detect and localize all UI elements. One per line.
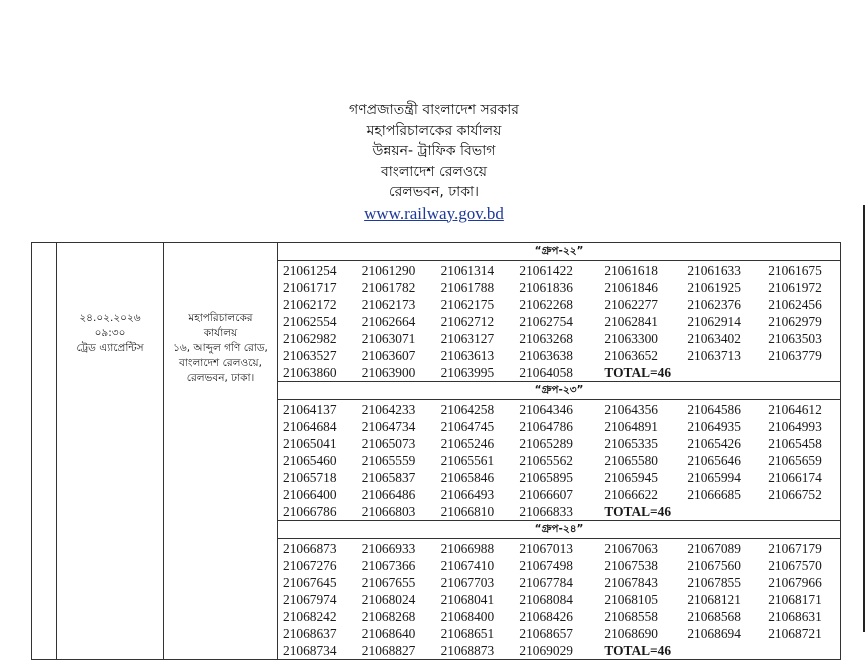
roll-row <box>278 330 840 347</box>
roll-number: 21062277 <box>604 297 658 312</box>
roll-number <box>763 503 840 520</box>
venue-line: মহাপরিচালকের <box>188 312 253 324</box>
roll-number: 21067410 <box>440 558 495 573</box>
roll-row <box>278 608 840 625</box>
roll-row <box>278 574 840 591</box>
roll-number: 21063995 <box>440 365 495 380</box>
group-total: TOTAL=46 <box>604 365 672 380</box>
roll-number: 21065562 <box>519 453 573 468</box>
roll-number <box>763 364 840 381</box>
roll-numbers-cell <box>278 243 841 660</box>
group-title: “গ্রুপ-২২” <box>278 243 840 261</box>
roll-number: 21063503 <box>768 331 822 346</box>
roll-number <box>682 364 763 381</box>
roll-number: 21066400 <box>283 487 337 502</box>
roll-number: 21068657 <box>519 626 573 641</box>
roll-number-grid <box>278 401 840 520</box>
roll-number: 21068631 <box>768 609 822 624</box>
roll-number: 21067570 <box>768 558 822 573</box>
roll-number: 21068121 <box>687 592 741 607</box>
roll-row <box>278 347 840 364</box>
exam-time: ০৯:৩০ <box>94 327 126 339</box>
roll-number: 21065580 <box>604 453 658 468</box>
roll-number: 21068690 <box>604 626 658 641</box>
header-line-government: গণপ্রজাতন্ত্রী বাংলাদেশ সরকার <box>349 102 519 118</box>
roll-number: 21066803 <box>361 504 416 519</box>
roll-row <box>278 452 840 469</box>
roll-number: 21067843 <box>604 575 658 590</box>
roll-number: 21064258 <box>440 402 495 417</box>
roll-number: 21061846 <box>604 280 658 295</box>
roll-number <box>682 503 763 520</box>
roll-number: 21065837 <box>361 470 416 485</box>
roll-row <box>278 364 840 381</box>
roll-number: 21062456 <box>768 297 822 312</box>
roll-number: 21062173 <box>361 297 416 312</box>
roll-number: 21068873 <box>440 643 495 658</box>
roll-number: 21063652 <box>604 348 658 363</box>
roll-number: 21066685 <box>687 487 741 502</box>
roll-number: 21062712 <box>440 314 495 329</box>
roll-row <box>278 313 840 330</box>
roll-number: 21062172 <box>283 297 337 312</box>
roll-number: 21066988 <box>440 541 495 556</box>
roll-number: 21061717 <box>283 280 337 295</box>
roll-row <box>278 540 840 557</box>
venue-line: রেলভবন, ঢাকা। <box>186 372 255 384</box>
roll-number: 21061782 <box>361 280 416 295</box>
post-name: ট্রেড এ্যাপ্রেন্টিস <box>76 342 144 354</box>
roll-number: 21068637 <box>283 626 337 641</box>
roll-row <box>278 469 840 486</box>
roll-number: 21063613 <box>440 348 495 363</box>
roll-number: 21068268 <box>361 609 416 624</box>
roll-number: 21064786 <box>519 419 573 434</box>
roll-number <box>763 642 840 659</box>
roll-number: 21065895 <box>519 470 573 485</box>
roll-number: 21062268 <box>519 297 573 312</box>
roll-number: 21062554 <box>283 314 337 329</box>
roll-number: 21067645 <box>283 575 337 590</box>
roll-number: 21066752 <box>768 487 822 502</box>
roll-number: 21063713 <box>687 348 741 363</box>
roll-number: 21063402 <box>687 331 741 346</box>
roll-number: 21063900 <box>361 365 416 380</box>
roll-number: 21063268 <box>519 331 573 346</box>
roll-number: 21065945 <box>604 470 658 485</box>
roll-number: 21067063 <box>604 541 658 556</box>
header-line-office: মহাপরিচালকের কার্যালয় <box>366 122 502 139</box>
exam-schedule-table <box>31 242 841 660</box>
roll-number: 21061290 <box>361 263 416 278</box>
roll-number: 21062841 <box>604 314 658 329</box>
roll-number: 21065561 <box>440 453 495 468</box>
roll-row <box>278 486 840 503</box>
roll-number: 21068426 <box>519 609 573 624</box>
roll-number: 21061633 <box>687 263 741 278</box>
roll-number: 21065559 <box>361 453 416 468</box>
venue-cell <box>164 243 278 660</box>
roll-number: 21064586 <box>687 402 741 417</box>
roll-number: 21066493 <box>440 487 495 502</box>
roll-number: 21068084 <box>519 592 573 607</box>
roll-number: 21067498 <box>519 558 573 573</box>
roll-number: 21068651 <box>440 626 495 641</box>
date-time-cell <box>57 243 164 660</box>
roll-number: 21062175 <box>440 297 495 312</box>
roll-row <box>278 435 840 452</box>
roll-number: 21067366 <box>361 558 416 573</box>
roll-number: 21066873 <box>283 541 337 556</box>
roll-number: 21063638 <box>519 348 573 363</box>
roll-number: 21065718 <box>283 470 337 485</box>
roll-number: 21066607 <box>519 487 573 502</box>
roll-number: 21061422 <box>519 263 573 278</box>
roll-number: 21068558 <box>604 609 658 624</box>
roll-number: 21068640 <box>361 626 416 641</box>
roll-number: 21062754 <box>519 314 573 329</box>
venue-line: কার্যালয় <box>203 327 238 339</box>
roll-number: 21068242 <box>283 609 337 624</box>
roll-row <box>278 503 840 520</box>
roll-number: 21061788 <box>440 280 495 295</box>
roll-number: 21067703 <box>440 575 495 590</box>
serial-cell <box>32 243 57 660</box>
roll-number: 21064891 <box>604 419 658 434</box>
roll-number: 21062664 <box>361 314 416 329</box>
roll-number: 21067013 <box>519 541 573 556</box>
roll-row <box>278 625 840 642</box>
roll-number: 21066174 <box>768 470 822 485</box>
roll-number: 21063527 <box>283 348 337 363</box>
roll-number: 21067179 <box>768 541 822 556</box>
roll-number: 21068734 <box>283 643 337 658</box>
roll-number: 21061972 <box>768 280 822 295</box>
roll-number: 21067655 <box>361 575 416 590</box>
roll-group <box>278 243 840 382</box>
roll-number: 21063127 <box>440 331 495 346</box>
exam-date: ২৪.০২.২০২৬ <box>79 312 141 324</box>
group-title: “গ্রুপ-২৪” <box>278 521 840 539</box>
roll-number: 21067276 <box>283 558 337 573</box>
roll-number: 21064993 <box>768 419 822 434</box>
roll-number: 21068694 <box>687 626 741 641</box>
roll-number: 21066486 <box>361 487 416 502</box>
roll-number: 21063071 <box>361 331 416 346</box>
roll-number: 21067089 <box>687 541 741 556</box>
roll-number: 21062982 <box>283 331 337 346</box>
roll-number: 21065289 <box>519 436 573 451</box>
roll-row <box>278 296 840 313</box>
venue-line: বাংলাদেশ রেলওয়ে, <box>179 357 262 369</box>
roll-number: 21065994 <box>687 470 741 485</box>
roll-number: 21061836 <box>519 280 573 295</box>
roll-number: 21067538 <box>604 558 658 573</box>
roll-number: 21061675 <box>768 263 822 278</box>
website-link[interactable]: www.railway.gov.bd <box>364 203 504 223</box>
roll-number: 21064745 <box>440 419 495 434</box>
roll-group <box>278 382 840 521</box>
roll-number: 21066622 <box>604 487 658 502</box>
roll-groups <box>278 243 840 659</box>
roll-number: 21068105 <box>604 592 658 607</box>
header-line-organization: বাংলাদেশ রেলওয়ে <box>380 163 488 180</box>
document-header <box>0 100 868 225</box>
roll-number: 21061925 <box>687 280 741 295</box>
roll-number: 21063300 <box>604 331 658 346</box>
roll-number: 21065335 <box>604 436 658 451</box>
roll-number: 21065041 <box>283 436 337 451</box>
roll-number: 21065073 <box>361 436 416 451</box>
roll-number: 21064734 <box>361 419 416 434</box>
roll-row <box>278 557 840 574</box>
roll-number: 21065659 <box>768 453 822 468</box>
roll-row <box>278 418 840 435</box>
group-total: TOTAL=46 <box>604 643 672 658</box>
roll-number: 21063860 <box>283 365 337 380</box>
roll-number: 21064612 <box>768 402 822 417</box>
roll-number: 21065460 <box>283 453 337 468</box>
roll-number: 21064058 <box>519 365 573 380</box>
roll-number: 21061254 <box>283 263 337 278</box>
roll-row <box>278 642 840 659</box>
roll-number: 21062376 <box>687 297 741 312</box>
page-edge-rule <box>863 205 865 632</box>
roll-number: 21068171 <box>768 592 822 607</box>
roll-row <box>278 591 840 608</box>
roll-number: 21067974 <box>283 592 337 607</box>
roll-number: 21064935 <box>687 419 741 434</box>
roll-row <box>278 262 840 279</box>
roll-number-grid <box>278 540 840 659</box>
roll-number: 21064346 <box>519 402 573 417</box>
roll-number: 21064233 <box>361 402 416 417</box>
roll-number: 21066933 <box>361 541 416 556</box>
roll-number: 21065646 <box>687 453 741 468</box>
roll-row <box>278 279 840 296</box>
roll-number: 21063779 <box>768 348 822 363</box>
roll-number: 21065458 <box>768 436 822 451</box>
roll-number: 21068721 <box>768 626 822 641</box>
roll-number: 21067560 <box>687 558 741 573</box>
roll-number: 21065426 <box>687 436 741 451</box>
roll-number: 21061618 <box>604 263 658 278</box>
header-line-department: উন্নয়ন- ট্রাফিক বিভাগ <box>372 143 496 159</box>
roll-number: 21066810 <box>440 504 495 519</box>
group-total: TOTAL=46 <box>604 504 672 519</box>
roll-number: 21068400 <box>440 609 495 624</box>
roll-number <box>682 642 763 659</box>
roll-number: 21065246 <box>440 436 495 451</box>
roll-number: 21062979 <box>768 314 822 329</box>
roll-number: 21061314 <box>440 263 495 278</box>
roll-number: 21064137 <box>283 402 337 417</box>
roll-number: 21065846 <box>440 470 495 485</box>
roll-number: 21068827 <box>361 643 416 658</box>
roll-number: 21064356 <box>604 402 658 417</box>
roll-number: 21066833 <box>519 504 573 519</box>
header-line-address: রেলভবন, ঢাকা। <box>388 184 480 200</box>
roll-number: 21067855 <box>687 575 741 590</box>
roll-number-grid <box>278 262 840 381</box>
roll-number: 21066786 <box>283 504 337 519</box>
roll-number: 21067966 <box>768 575 822 590</box>
roll-group <box>278 521 840 659</box>
group-title: “গ্রুপ-২৩” <box>278 382 840 400</box>
venue-line: ১৬, আব্দুল গণি রোড, <box>173 342 268 354</box>
roll-number: 21062914 <box>687 314 741 329</box>
roll-number: 21064684 <box>283 419 337 434</box>
roll-number: 21068568 <box>687 609 741 624</box>
roll-number: 21068024 <box>361 592 416 607</box>
roll-number: 21068041 <box>440 592 495 607</box>
roll-row <box>278 401 840 418</box>
roll-number: 21063607 <box>361 348 416 363</box>
roll-number: 21067784 <box>519 575 573 590</box>
roll-number: 21069029 <box>519 643 573 658</box>
